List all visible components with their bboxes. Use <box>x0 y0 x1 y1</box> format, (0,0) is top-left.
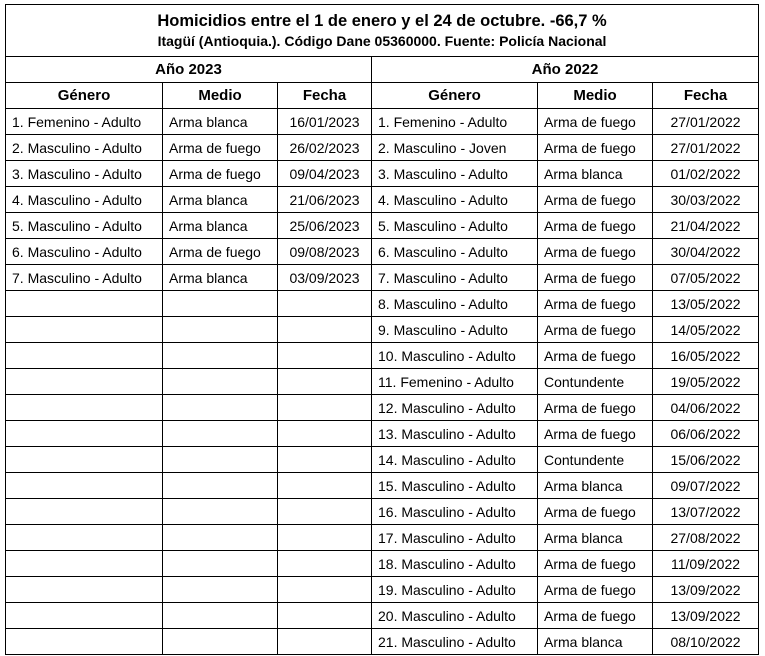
table-title-cell <box>6 5 759 57</box>
cell-genero-2022: 5. Masculino - Adulto <box>372 213 538 239</box>
column-header-medio-2022: Medio <box>538 83 653 109</box>
empty-cell <box>6 447 163 473</box>
table-row <box>6 265 759 291</box>
cell-genero-2022: 8. Masculino - Adulto <box>372 291 538 317</box>
cell-medio-2022: Arma de fuego <box>538 317 653 343</box>
table-subtitle: Itagüí (Antioquia.). Código Dane 05360000. Fuente: Policía Nacional <box>157 32 607 49</box>
empty-cell <box>163 369 278 395</box>
cell-medio-2022: Arma blanca <box>538 525 653 551</box>
cell-medio-2023: Arma de fuego <box>163 239 278 265</box>
table-row <box>6 447 759 473</box>
table-row <box>6 629 759 655</box>
cell-genero-2022: 4. Masculino - Adulto <box>372 187 538 213</box>
cell-genero-2022: 11. Femenino - Adulto <box>372 369 538 395</box>
empty-cell <box>6 343 163 369</box>
cell-medio-2023: Arma de fuego <box>163 161 278 187</box>
table-row <box>6 421 759 447</box>
cell-medio-2022: Arma de fuego <box>538 499 653 525</box>
empty-cell <box>278 525 372 551</box>
empty-cell <box>278 603 372 629</box>
table-row <box>6 525 759 551</box>
empty-cell <box>278 395 372 421</box>
cell-fecha-2023: 26/02/2023 <box>278 135 372 161</box>
table-row <box>6 239 759 265</box>
cell-fecha-2022: 14/05/2022 <box>653 317 759 343</box>
empty-cell <box>163 473 278 499</box>
empty-cell <box>278 291 372 317</box>
cell-fecha-2022: 01/02/2022 <box>653 161 759 187</box>
cell-genero-2022: 6. Masculino - Adulto <box>372 239 538 265</box>
cell-fecha-2023: 25/06/2023 <box>278 213 372 239</box>
empty-cell <box>163 291 278 317</box>
cell-genero-2022: 16. Masculino - Adulto <box>372 499 538 525</box>
empty-cell <box>6 421 163 447</box>
cell-fecha-2022: 11/09/2022 <box>653 551 759 577</box>
year-2022-header: Año 2022 <box>372 57 759 83</box>
cell-fecha-2022: 13/07/2022 <box>653 499 759 525</box>
table-row <box>6 213 759 239</box>
empty-cell <box>163 551 278 577</box>
cell-genero-2022: 3. Masculino - Adulto <box>372 161 538 187</box>
empty-cell <box>163 343 278 369</box>
cell-genero-2023: 2. Masculino - Adulto <box>6 135 163 161</box>
homicides-table <box>5 4 759 655</box>
empty-cell <box>278 577 372 603</box>
cell-fecha-2022: 13/05/2022 <box>653 291 759 317</box>
cell-medio-2022: Arma de fuego <box>538 135 653 161</box>
empty-cell <box>163 317 278 343</box>
cell-genero-2022: 21. Masculino - Adulto <box>372 629 538 655</box>
cell-medio-2022: Arma de fuego <box>538 343 653 369</box>
cell-medio-2022: Arma de fuego <box>538 421 653 447</box>
empty-cell <box>6 317 163 343</box>
empty-cell <box>163 629 278 655</box>
cell-fecha-2023: 03/09/2023 <box>278 265 372 291</box>
table-row <box>6 109 759 135</box>
cell-medio-2022: Arma de fuego <box>538 603 653 629</box>
cell-medio-2022: Arma blanca <box>538 473 653 499</box>
table-row <box>6 135 759 161</box>
cell-genero-2022: 7. Masculino - Adulto <box>372 265 538 291</box>
table-row <box>6 317 759 343</box>
cell-medio-2022: Arma de fuego <box>538 265 653 291</box>
cell-medio-2022: Arma blanca <box>538 629 653 655</box>
cell-fecha-2022: 19/05/2022 <box>653 369 759 395</box>
table-row <box>6 577 759 603</box>
empty-cell <box>6 499 163 525</box>
cell-medio-2022: Arma de fuego <box>538 213 653 239</box>
table-row <box>6 551 759 577</box>
cell-genero-2022: 19. Masculino - Adulto <box>372 577 538 603</box>
table-row <box>6 291 759 317</box>
table-body <box>6 109 759 655</box>
empty-cell <box>163 499 278 525</box>
year-2023-header: Año 2023 <box>6 57 372 83</box>
empty-cell <box>163 395 278 421</box>
cell-medio-2023: Arma blanca <box>163 109 278 135</box>
cell-genero-2022: 15. Masculino - Adulto <box>372 473 538 499</box>
cell-medio-2022: Arma de fuego <box>538 291 653 317</box>
empty-cell <box>6 603 163 629</box>
cell-medio-2023: Arma blanca <box>163 265 278 291</box>
cell-fecha-2022: 27/08/2022 <box>653 525 759 551</box>
cell-fecha-2022: 13/09/2022 <box>653 577 759 603</box>
cell-fecha-2023: 16/01/2023 <box>278 109 372 135</box>
empty-cell <box>278 343 372 369</box>
cell-fecha-2022: 09/07/2022 <box>653 473 759 499</box>
cell-medio-2022: Arma de fuego <box>538 109 653 135</box>
empty-cell <box>6 551 163 577</box>
cell-genero-2022: 20. Masculino - Adulto <box>372 603 538 629</box>
cell-fecha-2022: 15/06/2022 <box>653 447 759 473</box>
cell-fecha-2022: 06/06/2022 <box>653 421 759 447</box>
empty-cell <box>278 421 372 447</box>
cell-genero-2022: 14. Masculino - Adulto <box>372 447 538 473</box>
cell-fecha-2023: 09/04/2023 <box>278 161 372 187</box>
table-row <box>6 161 759 187</box>
cell-fecha-2022: 27/01/2022 <box>653 135 759 161</box>
cell-fecha-2022: 16/05/2022 <box>653 343 759 369</box>
cell-genero-2023: 4. Masculino - Adulto <box>6 187 163 213</box>
cell-genero-2022: 9. Masculino - Adulto <box>372 317 538 343</box>
table-row <box>6 395 759 421</box>
table-title: Homicidios entre el 1 de enero y el 24 de octubre. -66,7 % <box>157 11 607 30</box>
cell-genero-2022: 13. Masculino - Adulto <box>372 421 538 447</box>
cell-genero-2023: 6. Masculino - Adulto <box>6 239 163 265</box>
empty-cell <box>278 499 372 525</box>
cell-medio-2022: Arma de fuego <box>538 551 653 577</box>
cell-fecha-2022: 08/10/2022 <box>653 629 759 655</box>
empty-cell <box>6 525 163 551</box>
homicides-table-container <box>5 4 758 655</box>
column-header-medio-2023: Medio <box>163 83 278 109</box>
cell-medio-2022: Contundente <box>538 447 653 473</box>
cell-medio-2022: Arma de fuego <box>538 395 653 421</box>
cell-medio-2023: Arma blanca <box>163 213 278 239</box>
cell-fecha-2022: 07/05/2022 <box>653 265 759 291</box>
cell-medio-2022: Arma de fuego <box>538 239 653 265</box>
empty-cell <box>6 473 163 499</box>
cell-fecha-2022: 13/09/2022 <box>653 603 759 629</box>
empty-cell <box>163 421 278 447</box>
empty-cell <box>278 473 372 499</box>
cell-medio-2022: Arma de fuego <box>538 187 653 213</box>
cell-medio-2023: Arma blanca <box>163 187 278 213</box>
cell-fecha-2022: 21/04/2022 <box>653 213 759 239</box>
cell-genero-2022: 1. Femenino - Adulto <box>372 109 538 135</box>
table-row <box>6 473 759 499</box>
cell-fecha-2022: 04/06/2022 <box>653 395 759 421</box>
empty-cell <box>6 577 163 603</box>
table-row <box>6 187 759 213</box>
cell-fecha-2022: 27/01/2022 <box>653 109 759 135</box>
cell-genero-2023: 5. Masculino - Adulto <box>6 213 163 239</box>
cell-genero-2023: 1. Femenino - Adulto <box>6 109 163 135</box>
table-row <box>6 343 759 369</box>
empty-cell <box>163 603 278 629</box>
empty-cell <box>278 317 372 343</box>
empty-cell <box>278 551 372 577</box>
empty-cell <box>278 629 372 655</box>
table-row <box>6 603 759 629</box>
empty-cell <box>163 577 278 603</box>
empty-cell <box>6 395 163 421</box>
empty-cell <box>163 447 278 473</box>
cell-genero-2022: 10. Masculino - Adulto <box>372 343 538 369</box>
column-header-fecha-2023: Fecha <box>278 83 372 109</box>
cell-medio-2023: Arma de fuego <box>163 135 278 161</box>
empty-cell <box>6 629 163 655</box>
column-header-fecha-2022: Fecha <box>653 83 759 109</box>
column-header-genero-2022: Género <box>372 83 538 109</box>
cell-genero-2023: 7. Masculino - Adulto <box>6 265 163 291</box>
cell-medio-2022: Arma de fuego <box>538 577 653 603</box>
cell-fecha-2022: 30/03/2022 <box>653 187 759 213</box>
cell-medio-2022: Arma blanca <box>538 161 653 187</box>
empty-cell <box>278 369 372 395</box>
cell-medio-2022: Contundente <box>538 369 653 395</box>
cell-genero-2022: 12. Masculino - Adulto <box>372 395 538 421</box>
table-row <box>6 369 759 395</box>
cell-genero-2022: 2. Masculino - Joven <box>372 135 538 161</box>
column-header-genero-2023: Género <box>6 83 163 109</box>
cell-fecha-2023: 21/06/2023 <box>278 187 372 213</box>
cell-genero-2023: 3. Masculino - Adulto <box>6 161 163 187</box>
empty-cell <box>6 369 163 395</box>
cell-genero-2022: 17. Masculino - Adulto <box>372 525 538 551</box>
empty-cell <box>6 291 163 317</box>
table-row <box>6 499 759 525</box>
cell-genero-2022: 18. Masculino - Adulto <box>372 551 538 577</box>
cell-fecha-2023: 09/08/2023 <box>278 239 372 265</box>
cell-fecha-2022: 30/04/2022 <box>653 239 759 265</box>
empty-cell <box>278 447 372 473</box>
empty-cell <box>163 525 278 551</box>
